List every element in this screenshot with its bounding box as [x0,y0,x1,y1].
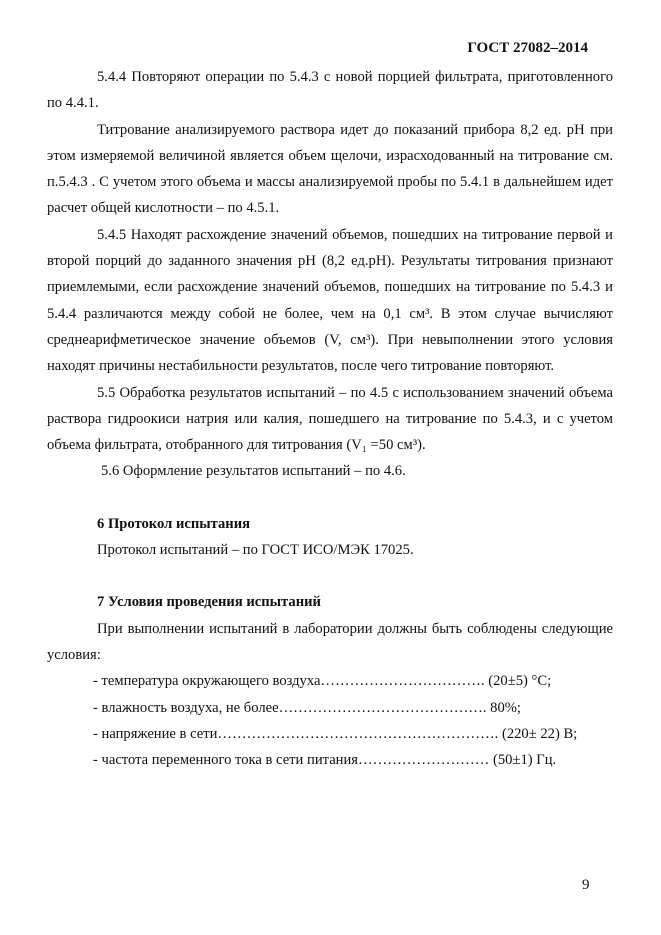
condition-temperature: - температура окружающего воздуха……………………………. (20±5) °С; [93,673,552,690]
paragraph-5-5: 5.5 Обработка результатов испытаний – по 4.5 с использованием значений объема раствора гидроокиси натрия или калия, пошедшего на титрование по 5.4.3, и с учетом объема фильтрата, отобранного для титрования (V₁ =50 см³). [47,384,613,454]
section-7-intro: При выполнении испытаний в лаборатории должны быть соблюдены следующие условия: [47,620,613,663]
paragraph-titration: Титрование анализируемого раствора идет до показаний прибора 8,2 ед. pH при этом измеряемой величиной является объем щелочи, израсходованный на титрование см. п.5.4.3 . С учетом этого объема и массы анализируемой пробы по 5.4.1 в дальнейшем идет расчет общей кислотности – по 4.5.1. [47,121,613,217]
condition-voltage: - напряжение в сети…………………………………………………. (220± 22) В; [93,725,578,742]
document-body [47,64,613,773]
paragraph-5-4-5: 5.4.5 Находят расхождение значений объемов, пошедших на титрование первой и второй порций до заданного значения pH (8,2 ед.pH). Результаты титрования признают приемлемыми, если расхождение значений объемов, пошедших на титрование по 5.4.3 и 5.4.4 различаются между собой не более, чем на 0,1 см³. В этом случае вычисляют среднеарифметическое значение объемов (V, см³). При невыполнении этого условия находят причины нестабильности результатов, после чего титрование повторяют. [47,226,613,375]
section-6-text: Протокол испытаний – по ГОСТ ИСО/МЭК 17025. [97,542,414,559]
condition-frequency: - частота переменного тока в сети питания……………………… (50±1) Гц. [93,752,557,769]
spacer [47,485,613,511]
paragraph-5-6: 5.6 Оформление результатов испытаний – по 4.6. [101,463,406,480]
conditions-list [47,668,613,773]
section-7-heading: 7 Условия проведения испытаний [97,594,321,611]
section-6-heading: 6 Протокол испытания [97,515,250,532]
document-header: ГОСТ 27082–2014 [467,40,588,56]
condition-humidity: - влажность воздуха, не более……………………………………. 80%; [93,699,521,716]
paragraph-5-4-4: 5.4.4 Повторяют операции по 5.4.3 с новой порцией фильтрата, приготовленного по 4.4.1. [47,69,613,112]
spacer [47,563,613,589]
page-number: 9 [582,877,590,893]
